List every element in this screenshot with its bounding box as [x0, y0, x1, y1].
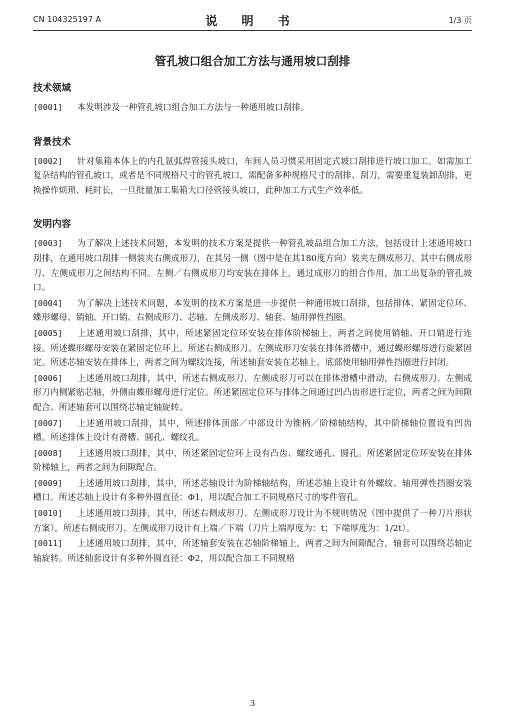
paragraph-0008	[33, 446, 472, 476]
paragraph-number: [0009]	[33, 477, 63, 488]
paragraph-number: [0002]	[33, 155, 63, 166]
paragraph-0005	[33, 326, 472, 371]
page-info: 1/3 页	[448, 16, 472, 25]
paragraph-number: [0007]	[33, 417, 63, 428]
paragraph-text: 上述通用坡口刮排，其中，所述右侧成形刀、左侧成形刀设计为不规则情况（图中提供了一种刀片形状方案）。所述右侧成形刀、左侧成形刀设计有上端／下端（刀片上端厚度为：t；下端厚度为：1/2t）。	[33, 509, 472, 534]
paragraph-number: [0011]	[33, 538, 63, 549]
paragraph-number: [0010]	[33, 508, 63, 519]
paragraph-text: 针对集箱本体上的内孔氩弧焊管接头坡口，车间人员习惯采用固定式坡口刮排进行坡口加工。如需加工复杂结构的管孔坡口，或者是不同规格尺寸的管孔坡口，需配备多种规格尺寸的刮排、刮刀，需要重复装卸刮排，更换操作烦琐、耗时长，一旦批量加工集箱大口径管接头坡口，此种加工方式生产效率低。	[33, 156, 472, 196]
paragraph-0002	[33, 154, 472, 199]
paragraph-0003	[33, 236, 472, 295]
paragraph-number: [0008]	[33, 447, 63, 458]
section-heading-summary: 发明内容	[33, 219, 72, 231]
paragraph-text: 本发明涉及一种管孔坡口组合加工方法与一种通用坡口刮排。	[77, 103, 310, 113]
paragraph-text: 上述通用坡口刮排，其中，所述芯轴设计为阶梯轴结构，所述芯轴上设计有外螺纹、轴用弹性挡圈安装槽口。所述芯轴上设计有多种外圆直径：Φ1，用以配合加工不同规格尺寸的零件管孔。	[33, 478, 472, 504]
paragraph-text: 上述通用坡口刮排，其中，所述紧固定位环安装在排体阶梯轴上，两者之间使用销轴、开口销进行连接。所述蝶形螺母安装在紧固定位环上。所述右侧成形刀、左侧成形刀安装在排体滑槽中，通过蝶形螺母进行旋紧固定。所述芯轴安装在排体上，两者之间为螺纹连接，所述轴套安装在芯轴上，底部使用轴用弹性挡圈进行封闭。	[33, 328, 472, 369]
paragraph-number: [0003]	[33, 238, 63, 249]
page-header	[33, 12, 472, 31]
paragraph-number: [0001]	[33, 102, 63, 112]
section-heading-technical-field: 技术领域	[33, 83, 72, 94]
paragraph-number: [0004]	[33, 297, 63, 308]
paragraph-text: 上述通用坡口刮排，其中，所述轴套安装在芯轴阶梯轴上，两者之间为间隙配合，轴套可以围绕芯轴定轴旋转。所述轴套设计有多种外圆直径：Φ2，用以配合加工不同规格	[33, 539, 472, 564]
paragraph-0009	[33, 476, 472, 506]
paragraph-text: 上述通用坡口刮排，其中，所述紧固定位环上设有凸齿、螺纹通孔、圆孔。所述紧固定位环安装在排体阶梯轴上，两者之间为间隙配合。	[33, 448, 472, 474]
page-number: 3	[249, 699, 256, 709]
paragraph-0001	[33, 100, 472, 116]
paragraph-number: [0006]	[33, 372, 63, 383]
doc-type: 说 明 书	[205, 14, 300, 28]
paragraph-0011	[33, 536, 472, 566]
paragraph-text: 上述通用坡口刮排，其中，所述右侧成形刀、左侧成形刀可以在排体滑槽中滑动，右侧成形刀、左侧成形刀内侧紧贴芯轴，外侧由蝶形螺母进行定位。所述紧固定位环与排体之间通过凹凸齿形进行定位，两者之间为间隙配合。所述轴套可以围绕芯轴定轴旋转。	[33, 373, 472, 413]
paragraph-text: 上述通用坡口刮排，其中，所述排体顶部／中部设计为锥柄／阶梯轴结构，其中阶梯轴位置设有凹齿槽。所述排体上设计有滑槽、圆孔、螺纹孔。	[33, 418, 472, 444]
document-body	[33, 82, 472, 566]
paragraph-0006	[33, 371, 472, 416]
paragraph-text: 为了解决上述技术问题，本发明的技术方案是进一步提供一种通用坡口刮排，包括排体、紧固定位环、蝶形螺母、销轴、开口销、右侧成形刀、芯轴、左侧成形刀、轴套、轴用弹性挡圈。	[33, 298, 472, 324]
document-title: 管孔坡口组合加工方法与通用坡口刮排	[154, 54, 351, 68]
doc-number: CN 104325197 A	[33, 15, 101, 24]
paragraph-0010	[33, 506, 472, 536]
section-heading-background: 背景技术	[33, 136, 72, 148]
paragraph-0007	[33, 416, 472, 446]
paragraph-0004	[33, 296, 472, 326]
paragraph-number: [0005]	[33, 327, 63, 338]
paragraph-text: 为了解决上述技术问题，本发明的技术方案是提供一种管孔坡品组合加工方法，包括设计上述通用坡口刮排，在通用坡口刮排一侧装夹右侧成形刀，在其另一侧（图中是在其180度方向）装夹左侧成形刀，其中右侧成形刀、左侧成形刀之间结构不同。左侧／右侧成形刀均安装在排体上，通过成形刀的组合作用，加工出复杂的管孔坡口。	[33, 239, 472, 294]
